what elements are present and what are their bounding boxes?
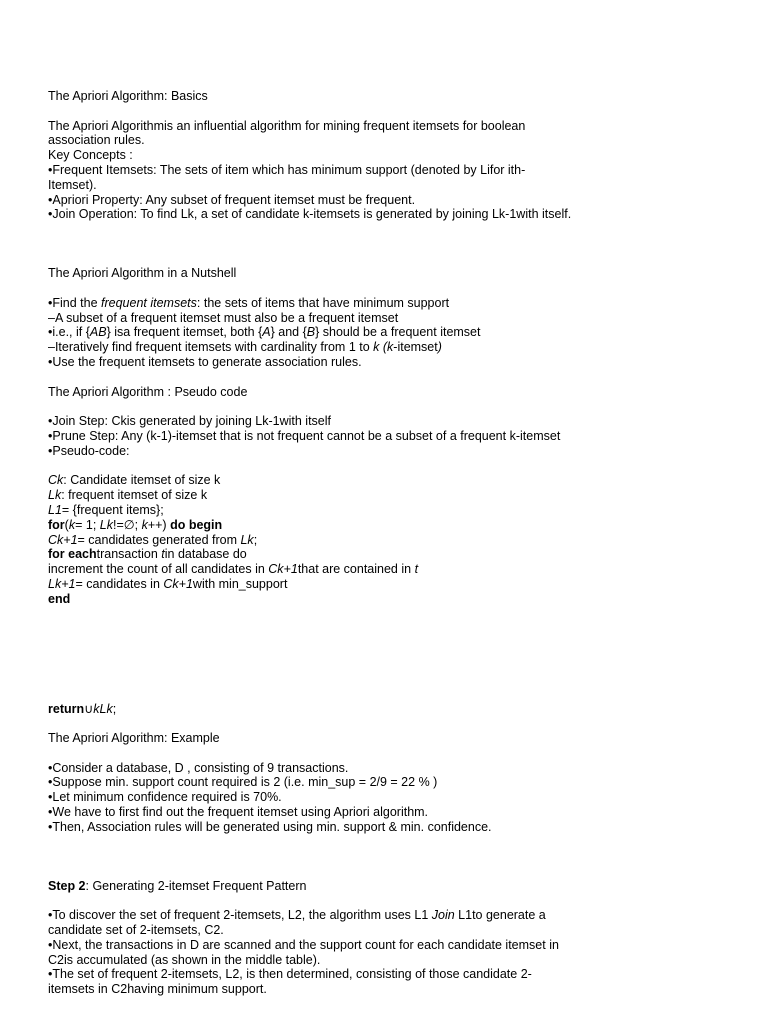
pseudo-code-label: •Pseudo-code: bbox=[48, 443, 130, 458]
basics-intro: The Apriori Algorithmis an influential algorithm for mining frequent itemsets for boolean association rules. bbox=[48, 118, 526, 148]
example-bullet-3: •Let minimum confidence required is 70%. bbox=[48, 790, 282, 805]
section-title-pseudo-code: The Apriori Algorithm : Pseudo code bbox=[48, 384, 248, 399]
code-line-for-each: for eachtransaction tin database do bbox=[48, 547, 247, 562]
code-line-increment: increment the count of all candidates in Ck+1that are contained in t bbox=[48, 562, 419, 577]
nutshell-line-5: •Use the frequent itemsets to generate association rules. bbox=[48, 354, 362, 369]
nutshell-line-1: •Find the frequent itemsets: the sets of items that have minimum support bbox=[48, 295, 450, 310]
code-line-return: return∪kLk; bbox=[48, 701, 117, 716]
code-line-ck: Ck: Candidate itemset of size k bbox=[48, 473, 221, 488]
example-bullet-1: •Consider a database, D , consisting of 9 transactions. bbox=[48, 760, 349, 775]
nutshell-line-2: –A subset of a frequent itemset must also be a frequent itemset bbox=[48, 310, 399, 325]
code-line-end: end bbox=[48, 591, 71, 606]
step2-paragraph-1: •To discover the set of frequent 2-itemsets, L2, the algorithm uses L1 Join L1to generate a candidate set of 2-itemsets, C2. bbox=[48, 908, 546, 938]
pseudo-prune-step: •Prune Step: Any (k-1)-itemset that is not frequent cannot be a subset of a frequent k-itemset bbox=[48, 428, 561, 443]
section-title-basics: The Apriori Algorithm: Basics bbox=[48, 89, 208, 103]
example-bullet-2: •Suppose min. support count required is 2 (i.e. min_sup = 2/9 = 22 % ) bbox=[48, 775, 438, 790]
code-line-ck1: Ck+1= candidates generated from Lk; bbox=[48, 532, 258, 547]
example-bullet-4: •We have to first find out the frequent itemset using Apriori algorithm. bbox=[48, 805, 429, 820]
basics-bullet-apriori-property: •Apriori Property: Any subset of frequent itemset must be frequent. bbox=[48, 192, 416, 207]
section-title-nutshell: The Apriori Algorithm in a Nutshell bbox=[48, 266, 237, 281]
key-concepts-label: Key Concepts : bbox=[48, 148, 133, 163]
basics-bullet-frequent-itemsets: •Frequent Itemsets: The sets of item which has minimum support (denoted by Lifor ith-Itemset). bbox=[48, 162, 526, 192]
step2-paragraph-3: •The set of frequent 2-itemsets, L2, is then determined, consisting of those candidate 2-itemsets in C2having minimum support. bbox=[48, 967, 532, 997]
nutshell-line-3: •i.e., if {AB} isa frequent itemset, both {A} and {B} should be a frequent itemset bbox=[48, 325, 481, 340]
section-title-step-2: Step 2: Generating 2-itemset Frequent Pattern bbox=[48, 878, 307, 893]
section-title-example: The Apriori Algorithm: Example bbox=[48, 731, 220, 746]
example-bullet-5: •Then, Association rules will be generated using min. support & min. confidence. bbox=[48, 819, 492, 834]
basics-bullet-join-operation: •Join Operation: To find Lk, a set of candidate k-itemsets is generated by joining Lk-1with itself. bbox=[48, 207, 572, 222]
code-line-lk: Lk: frequent itemset of size k bbox=[48, 488, 208, 503]
code-line-l1: L1= {frequent items}; bbox=[48, 502, 164, 517]
code-line-for: for(k= 1; Lk!=∅; k++) do begin bbox=[48, 517, 223, 532]
step2-paragraph-2: •Next, the transactions in D are scanned and the support count for each candidate itemset in C2is accumulated (as shown in the middle table). bbox=[48, 937, 559, 967]
nutshell-line-4: –Iteratively find frequent itemsets with cardinality from 1 to k (k-itemset) bbox=[48, 340, 442, 355]
document-page bbox=[48, 89, 573, 997]
code-line-lk1: Lk+1= candidates in Ck+1with min_support bbox=[48, 576, 288, 591]
pseudo-join-step: •Join Step: Ckis generated by joining Lk-1with itself bbox=[48, 414, 331, 429]
